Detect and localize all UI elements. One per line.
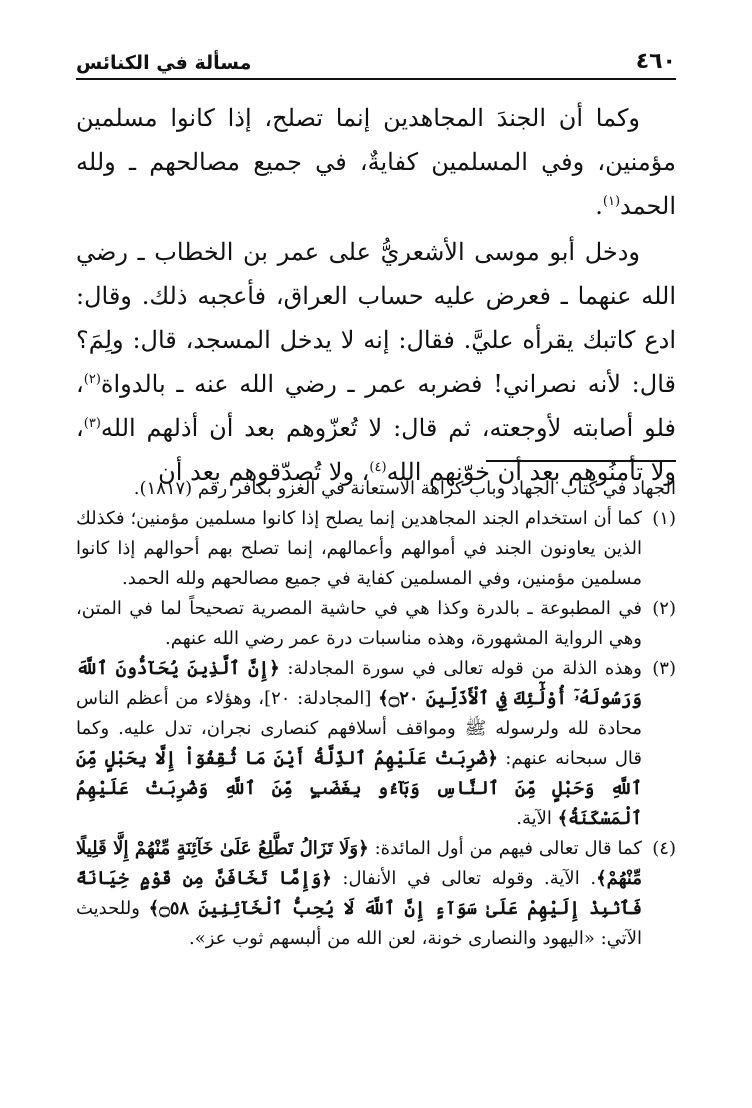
paragraph: وكما أن الجندَ المجاهدين إنما تصلح، إذا كانوا مسلمين مؤمنين، وفي المسلمين كفايةٌ، في جميع مصالحهم ـ ولله الحمد$^{(١)}$. <box>76 104 676 220</box>
page-header <box>76 40 676 80</box>
footnote-number: (٤) <box>652 838 676 859</box>
footnote-text: في المطبوعة ـ بالدرة وكذا هي في حاشية المصرية تصحيحاً لما في المتن، وهي الرواية المشهورة، وهذه مناسبات درة عمر رضي الله عنهم. <box>76 598 642 649</box>
footnote-number: (٢) <box>652 598 676 619</box>
footnote-number: (١) <box>652 508 676 529</box>
footnote-number: (٣) <box>652 658 676 679</box>
running-title: مسألة في الكنائس <box>76 52 252 74</box>
footnote-2 <box>76 594 676 654</box>
footnote-ref[interactable]: (١) <box>602 194 621 209</box>
footnote-ref[interactable]: (٤) <box>369 460 387 475</box>
quran-verse: ﴿وَإِمَّا تَخَافَنَّ مِن قَوْمٍ خِيَانَةً فَٱنۢبِذْ إِلَيْهِمْ عَلَىٰ سَوَآءٍ إِنَّ ٱللَّهَ لَا يُحِبُّ ٱلْخَآئِنِينَ ۝٥٨﴾ <box>76 868 642 919</box>
footnote-continuation: الجهاد في كتاب الجهاد وباب كراهة الاستعانة في الغزو بكافر رقم (١٨١٧). <box>133 478 676 499</box>
quran-verse: ﴿وَلَا تَزَالُ تَطَّلِعُ عَلَىٰ خَآئِنَةٍ مِّنْهُمْ إِلَّا قَلِيلًا مِّنْهُمْ﴾ <box>76 838 642 889</box>
main-text <box>76 96 676 494</box>
footnote-3 <box>76 654 676 834</box>
footnotes <box>76 474 676 954</box>
footnote-text: كما قال تعالى فيهم من أول المائدة: ﴿وَلَا تَزَالُ تَطَّلِعُ عَلَىٰ خَآئِنَةٍ مِّنْهُمْ إِلَّا قَلِيلًا مِّنْهُمْ﴾. الآية. وقوله تعالى في الأنفال: ﴿وَإِمَّا تَخَافَنَّ مِن قَوْمٍ خِيَانَةً فَٱنۢبِذْ إِلَيْهِمْ عَلَىٰ سَوَآءٍ إِنَّ ٱللَّهَ لَا يُحِبُّ ٱلْخَآئِنِينَ ۝٥٨﴾ وللحديث الآتي: «اليهود والنصارى خونة، لعن الله من ألبسهم ثوب عز». <box>76 838 642 949</box>
paragraph: ودخل أبو موسى الأشعريُّ على عمر بن الخطاب ـ رضي الله عنهما ـ فعرض عليه حساب العراق، فأعجبه ذلك. وقال: ادع كاتبك يقرأه عليَّ. فقال: إنه لا يدخل المسجد، قال: ولِمَ؟ قال: لأنه نصراني! فضربه عمر ـ رضي الله عنه ـ بالدواة$^{(٢)}$، فلو أصابته لأوجعته، ثم قال: لا تُعزّوهم بعد أن أذلهم الله$^{(٣)}$، ولا تأمنُوهم بعد أن خوّنهم الله$^{(٤)}$، ولا تُصدّقوهم بعد أن <box>76 238 676 486</box>
footnote-divider <box>486 460 676 462</box>
footnote-ref[interactable]: (٣) <box>83 416 101 431</box>
footnote-4 <box>76 834 676 954</box>
footnote-text: وهذه الذلة من قوله تعالى في سورة المجادلة: ﴿إِنَّ ٱلَّذِينَ يُحَآدُّونَ ٱللَّهَ وَرَسُولَهُۥٓ أُوْلَٰٓئِكَ فِي ٱلْأَذَلِّينَ ۝٢٠﴾ [المجادلة: ٢٠]، وهؤلاء من أعظم الناس محادة لله ولرسوله ﷺ ومواقف أسلافهم كنصارى نجران، تدل عليه. وكما قال سبحانه عنهم: ﴿ضُرِبَتْ عَلَيْهِمُ ٱلذِّلَّةُ أَيْنَ مَا ثُقِفُوٓاْ إِلَّا بِحَبْلٍ مِّنَ ٱللَّهِ وَحَبْلٍ مِّنَ ٱلنَّاسِ وَبَآءُو بِغَضَبٍ مِّنَ ٱللَّهِ وَضُرِبَتْ عَلَيْهِمُ ٱلْمَسْكَنَةُ﴾ الآية. <box>76 658 642 829</box>
quran-verse: ﴿إِنَّ ٱلَّذِينَ يُحَآدُّونَ ٱللَّهَ وَرَسُولَهُۥٓ أُوْلَٰٓئِكَ فِي ٱلْأَذَلِّينَ ۝٢٠﴾ <box>76 658 642 709</box>
footnote-ref[interactable]: (٢) <box>83 372 101 387</box>
footnote-1 <box>76 504 676 594</box>
page-number: ٤٦٠ <box>635 49 676 74</box>
quran-verse: ﴿ضُرِبَتْ عَلَيْهِمُ ٱلذِّلَّةُ أَيْنَ مَا ثُقِفُوٓاْ إِلَّا بِحَبْلٍ مِّنَ ٱللَّهِ وَحَبْلٍ مِّنَ ٱلنَّاسِ وَبَآءُو بِغَضَبٍ مِّنَ ٱللَّهِ وَضُرِبَتْ عَلَيْهِمُ ٱلْمَسْكَنَةُ﴾ <box>76 748 642 829</box>
footnote-text: كما أن استخدام الجند المجاهدين إنما يصلح إذا كانوا مسلمين مؤمنين؛ فكذلك الذين يعاونون الجند في أموالهم وأعمالهم، إنما تصلح بهم أحوالهم إذا كانوا مسلمين مؤمنين، وفي المسلمين كفاية في جميع مصالحهم ولله الحمد. <box>76 508 642 589</box>
